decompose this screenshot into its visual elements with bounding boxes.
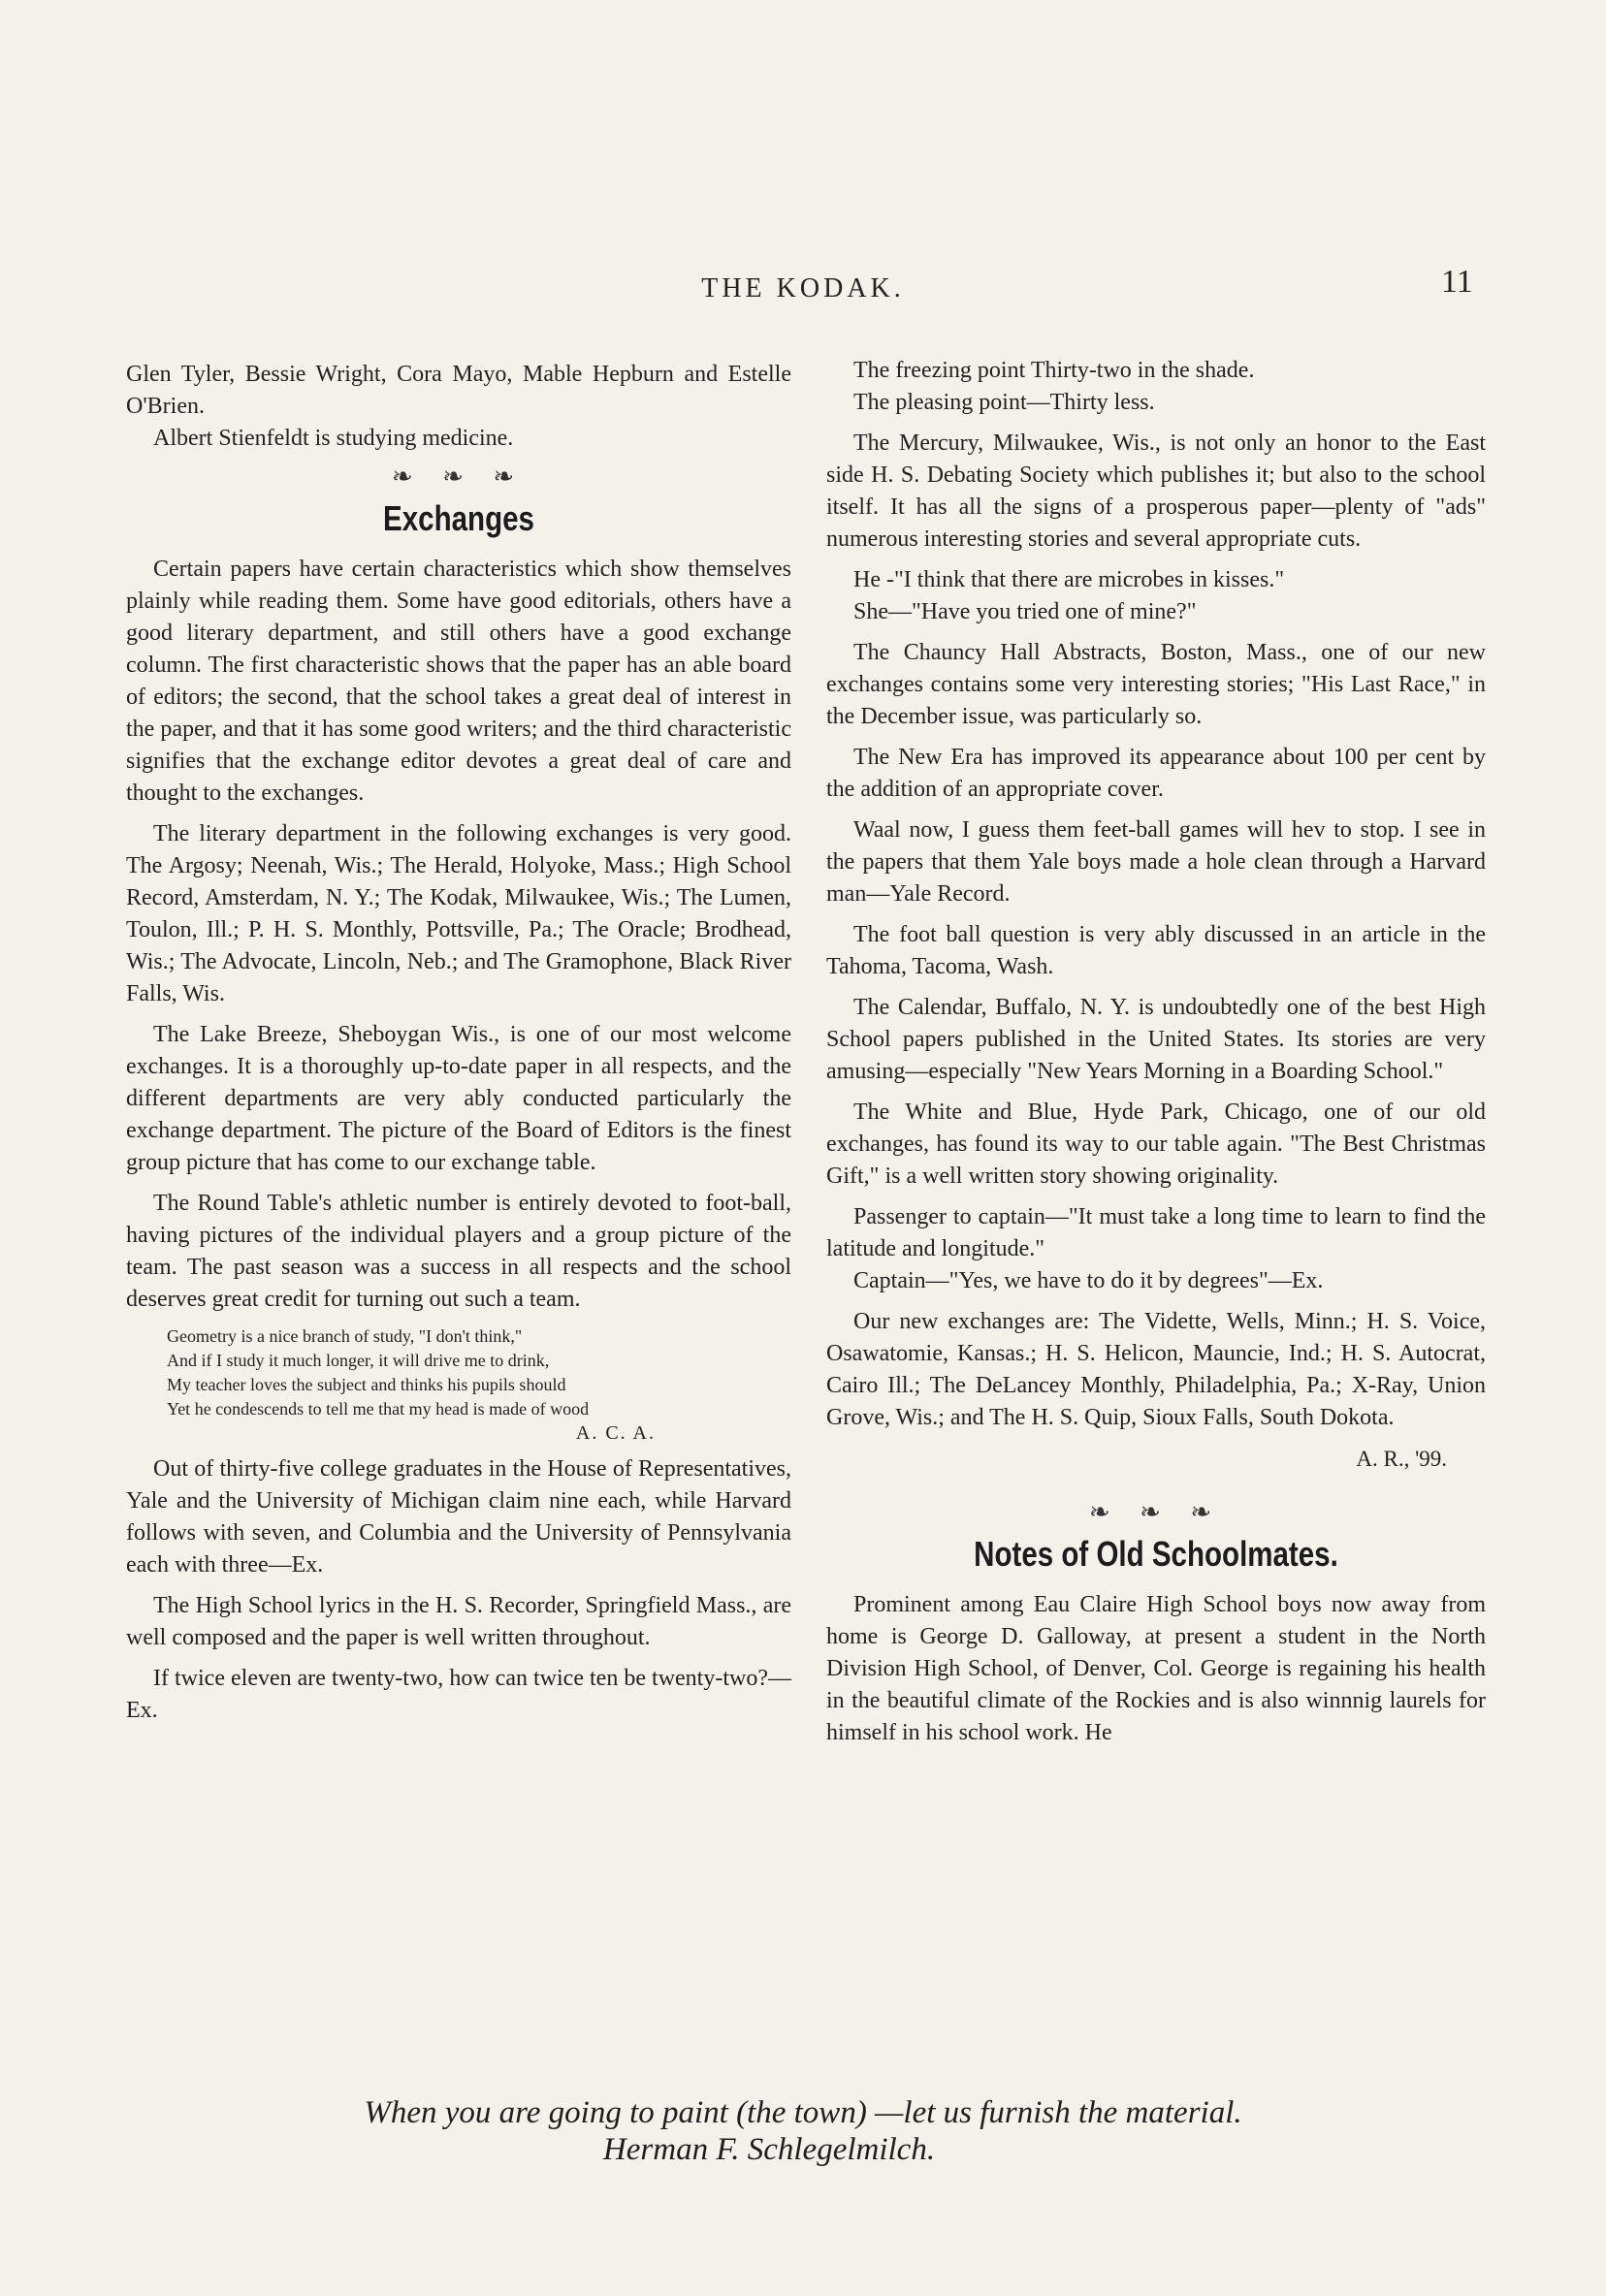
paragraph: Prominent among Eau Claire High School boys now away from home is George D. Galloway, at present a student in the North Division High School, of Denver, Col. George is regaining his health in the beautiful climate of the Rockies and is also winnnig laurels for himself in his school work. He <box>826 1592 1486 1745</box>
joke-line: Passenger to captain—"It must take a long time to learn to find the latitude and longitude." <box>826 1204 1486 1261</box>
ornament: ❧ ❧ ❧ <box>1088 1498 1224 1526</box>
exchanges-heading: Exchanges <box>383 498 534 538</box>
joke-line: She—"Have you tried one of mine?" <box>853 599 1197 624</box>
paragraph: The New Era has improved its appearance about 100 per cent by the addition of an appropriate cover. <box>826 745 1486 802</box>
paragraph: Our new exchanges are: The Vidette, Wells, Minn.; H. S. Voice, Osawatomie, Kansas.; H. S. Helicon, Mauncie, Ind.; H. S. Autocrat, Cairo Ill.; The DeLancey Monthly, Philadelphia, Pa.; X-Ray, Union Grove, Wis.; and The H. S. Quip, Sioux Falls, South Dokota. <box>826 1309 1486 1430</box>
left-column <box>126 359 791 1736</box>
running-head: THE KODAK. <box>701 273 905 303</box>
intro-line: Glen Tyler, Bessie Wright, Cora Mayo, Mable Hepburn and Estelle O'Brien. <box>126 362 791 419</box>
paragraph: Out of thirty-five college graduates in the House of Representatives, Yale and the University of Michigan claim nine each, while Harvard follows with seven, and Columbia and the University of Pennsylvania each with three—Ex. <box>126 1456 791 1578</box>
poem-line: Geometry is a nice branch of study, "I don't think," <box>167 1326 523 1346</box>
exchanges-signature: A. R., '99. <box>1356 1447 1447 1471</box>
paragraph: The White and Blue, Hyde Park, Chicago, one of our old exchanges, has found its way to our table again. "The Best Christmas Gift," is a well written story showing originality. <box>826 1100 1486 1189</box>
joke-line: He -"I think that there are microbes in kisses." <box>853 567 1285 592</box>
footer-ad-line: When you are going to paint (the town) —let us furnish the material. <box>364 2095 1242 2130</box>
paragraph: Waal now, I guess them feet-ball games will hev to stop. I see in the papers that them Yale boys made a hole clean through a Harvard man—Yale Record. <box>826 817 1486 907</box>
notes-heading: Notes of Old Schoolmates. <box>974 1534 1338 1574</box>
paragraph: The foot ball question is very ably discussed in an article in the Tahoma, Tacoma, Wash. <box>826 922 1486 979</box>
paragraph: The Round Table's athletic number is entirely devoted to foot-ball, having pictures of the individual players and a group picture of the team. The past season was a success in all respects and the school deserves great credit for turning out such a team. <box>126 1191 791 1312</box>
poem-line: My teacher loves the subject and thinks his pupils should <box>167 1375 566 1394</box>
poem-line: Yet he condescends to tell me that my head is made of wood <box>167 1399 590 1419</box>
paragraph: If twice eleven are twenty-two, how can twice ten be twenty-two?—Ex. <box>126 1666 791 1723</box>
paragraph: The Calendar, Buffalo, N. Y. is undoubtedly one of the best High School papers published in the United States. Its stories are very amusing—especially "New Years Morning in a Boarding School." <box>826 995 1486 1084</box>
intro-line: Albert Stienfeldt is studying medicine. <box>153 426 514 451</box>
joke-line: The pleasing point—Thirty less. <box>853 390 1155 415</box>
paragraph: Certain papers have certain characteristics which show themselves plainly while reading them. Some have good editorials, others have a good literary department, and still others have a good exchange column. The first characteristic shows that the paper has an able board of editors; the second, that the school takes a great deal of interest in the paper, and that it has some good writers; and the third characteristic signifies that the exchange editor devotes a great deal of care and thought to the exchanges. <box>126 557 791 806</box>
footer-ad-name: Herman F. Schlegelmilch. <box>602 2132 936 2167</box>
poem <box>167 1324 791 1446</box>
paragraph: The Lake Breeze, Sheboygan Wis., is one of our most welcome exchanges. It is a thoroughly up-to-date paper in all respects, and the different departments are very ably conducted particularly the exchange department. The picture of the Board of Editors is the finest group picture that has come to our exchange table. <box>126 1022 791 1175</box>
poem-signature: A. C. A. <box>575 1422 656 1444</box>
page-number: 11 <box>1441 264 1473 300</box>
paragraph: The Mercury, Milwaukee, Wis., is not only an honor to the East side H. S. Debating Society which publishes it; but also to the school itself. It has all the signs of a prosperous paper—plenty of "ads" numerous interesting stories and several appropriate cuts. <box>826 430 1486 552</box>
joke-line: The freezing point Thirty-two in the shade. <box>853 358 1255 383</box>
ornament: ❧ ❧ ❧ <box>391 462 527 491</box>
right-column <box>826 355 1486 1758</box>
paragraph: The High School lyrics in the H. S. Recorder, Springfield Mass., are well composed and the paper is well written throughout. <box>126 1593 791 1650</box>
paragraph: The literary department in the following exchanges is very good. The Argosy; Neenah, Wis.; The Herald, Holyoke, Mass.; High School Record, Amsterdam, N. Y.; The Kodak, Milwaukee, Wis.; The Lumen, Toulon, Ill.; P. H. S. Monthly, Pottsville, Pa.; The Oracle; Brodhead, Wis.; The Advocate, Lincoln, Neb.; and The Gramophone, Black River Falls, Wis. <box>126 821 791 1006</box>
poem-line: And if I study it much longer, it will drive me to drink, <box>167 1351 550 1370</box>
joke-line: Captain—"Yes, we have to do it by degrees"—Ex. <box>853 1268 1324 1293</box>
footer-advertisement <box>0 2094 1606 2168</box>
paragraph: The Chauncy Hall Abstracts, Boston, Mass., one of our new exchanges contains some very interesting stories; "His Last Race," in the December issue, was particularly so. <box>826 640 1486 729</box>
